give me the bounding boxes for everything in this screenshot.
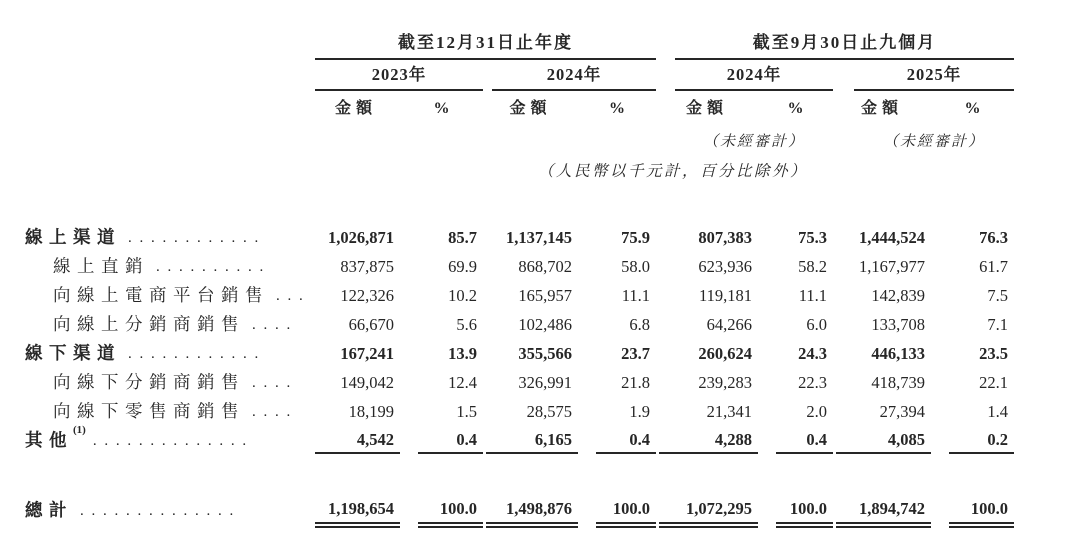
- dot-leader: . . .: [276, 287, 305, 304]
- row-label-text: 向線上電商平台銷售: [53, 284, 269, 305]
- cell-amount: 239,283: [698, 372, 752, 392]
- cell-percent: 22.1: [979, 372, 1008, 392]
- cell-percent: 1.5: [456, 401, 477, 421]
- table-row-total: [25, 490, 1080, 524]
- row-label-text: 線下渠道: [25, 342, 121, 363]
- cell-amount: 1,137,145: [506, 227, 572, 247]
- year-header-2023: 2023年: [315, 61, 483, 91]
- row-label: [25, 315, 312, 338]
- unaudited-note-2025-9m: （未經審計）: [882, 134, 985, 150]
- cell-amount: 446,133: [871, 343, 925, 363]
- cell-percent: 23.7: [621, 343, 650, 363]
- cell-percent: 7.1: [987, 314, 1008, 334]
- cell-percent: 12.4: [448, 372, 477, 392]
- percent-header-2024: %: [609, 100, 625, 117]
- year-header-2024: 2024年: [492, 61, 656, 91]
- cell-percent: 75.3: [798, 227, 827, 247]
- cell-amount: 326,991: [518, 372, 572, 392]
- table-row-offline-retailer-sales: [25, 396, 1080, 425]
- cell-amount: 355,566: [518, 343, 572, 363]
- cell-percent: 21.8: [621, 372, 650, 392]
- cell-percent: 23.5: [979, 343, 1008, 363]
- row-label-text: 向線下分銷商銷售: [53, 371, 245, 392]
- row-label: [25, 257, 312, 280]
- cell-amount: 21,341: [706, 401, 752, 421]
- unaudited-note-row: [25, 122, 1080, 155]
- row-label-text: 線上渠道: [25, 226, 121, 247]
- cell-percent: 0.4: [596, 431, 656, 454]
- cell-amount: 64,266: [706, 314, 752, 334]
- cell-percent: 6.0: [806, 314, 827, 334]
- cell-amount: 167,241: [340, 343, 394, 363]
- cell-percent: 10.2: [448, 285, 477, 305]
- cell-percent: 0.4: [418, 431, 483, 454]
- cell-amount: 28,575: [526, 401, 572, 421]
- cell-amount: 122,326: [340, 285, 394, 305]
- cell-amount: 4,288: [659, 431, 758, 454]
- table-row-others: [25, 425, 1080, 454]
- header-body-gap: [25, 185, 1080, 222]
- column-header-row: [25, 91, 1080, 122]
- cell-percent: 13.9: [448, 343, 477, 363]
- cell-total-percent: 100.0: [596, 500, 656, 524]
- cell-amount: 27,394: [879, 401, 925, 421]
- period-header-annual: 截至12月31日止年度: [315, 28, 656, 60]
- footnote-superscript: (1): [73, 423, 86, 436]
- cell-amount: 623,936: [698, 256, 752, 276]
- row-label-text: 線上直銷: [53, 255, 149, 276]
- table-row-online-channels: [25, 222, 1080, 251]
- amount-header-2025-9m: 金額: [860, 100, 903, 117]
- dot-leader: . . . .: [252, 316, 293, 333]
- cell-amount: 837,875: [340, 256, 394, 276]
- row-label: [25, 501, 312, 524]
- row-label: [25, 423, 312, 454]
- year-header-2025-9m: 2025年: [854, 61, 1014, 91]
- cell-percent: 2.0: [806, 401, 827, 421]
- dot-leader: . . . . . . . . . . . .: [128, 229, 261, 246]
- cell-total-amount: 1,198,654: [315, 500, 400, 524]
- row-label-text: [25, 423, 86, 450]
- dot-leader: . . . . . . . . . . . .: [128, 345, 261, 362]
- cell-percent: 7.5: [987, 285, 1008, 305]
- cell-amount: 133,708: [871, 314, 925, 334]
- cell-percent: 1.9: [629, 401, 650, 421]
- row-label: [25, 228, 312, 251]
- table-row-online-direct-sales: [25, 251, 1080, 280]
- row-label: [25, 402, 312, 425]
- cell-percent: 76.3: [979, 227, 1008, 247]
- cell-percent: 0.2: [949, 431, 1014, 454]
- cell-percent: 58.0: [621, 256, 650, 276]
- cell-percent: 24.3: [798, 343, 827, 363]
- period-header-row: [25, 28, 1080, 58]
- dot-leader: . . . . . . . . . . . . . .: [80, 502, 236, 519]
- percent-header-2025-9m: %: [964, 100, 981, 117]
- amount-header-2024-9m: 金額: [685, 100, 728, 117]
- cell-amount: 18,199: [348, 401, 394, 421]
- row-label-text: 向線下零售商銷售: [53, 400, 245, 421]
- cell-total-amount: 1,072,295: [659, 500, 758, 524]
- cell-amount: 102,486: [518, 314, 572, 334]
- cell-amount: 165,957: [518, 285, 572, 305]
- cell-amount: 1,444,524: [859, 227, 925, 247]
- period-header-nine-months: 截至9月30日止九個月: [675, 28, 1014, 60]
- cell-total-percent: 100.0: [418, 500, 483, 524]
- table-row-offline-channels: [25, 338, 1080, 367]
- cell-amount: 149,042: [340, 372, 394, 392]
- row-label-text: 向線上分銷商銷售: [53, 313, 245, 334]
- cell-amount: 260,624: [698, 343, 752, 363]
- unit-note-row: [25, 155, 1080, 185]
- cell-percent: 0.4: [776, 431, 833, 454]
- cell-percent: 85.7: [448, 227, 477, 247]
- dot-leader: . . . . . . . . . .: [156, 258, 266, 275]
- table-row-offline-distributor-sales: [25, 367, 1080, 396]
- cell-total-percent: 100.0: [776, 500, 833, 524]
- cell-percent: 61.7: [979, 256, 1008, 276]
- percent-header-2024-9m: %: [787, 100, 804, 117]
- percent-header-2023: %: [433, 100, 450, 117]
- row-label-inner: 其他: [25, 429, 73, 450]
- table-row-online-ecommerce-platform-sales: [25, 280, 1080, 309]
- dot-leader: . . . . . . . . . . . . . .: [92, 432, 249, 449]
- cell-amount: 807,383: [698, 227, 752, 247]
- unit-note: （人民幣以千元計，百分比除外）: [537, 163, 808, 180]
- cell-amount: 119,181: [698, 285, 752, 305]
- dot-leader: . . . .: [252, 374, 293, 391]
- cell-percent: 11.1: [621, 285, 650, 305]
- row-label: [25, 344, 312, 367]
- cell-percent: 69.9: [448, 256, 477, 276]
- cell-amount: 1,026,871: [328, 227, 394, 247]
- cell-amount: 1,167,977: [859, 256, 925, 276]
- cell-percent: 58.2: [798, 256, 827, 276]
- dot-leader: . . . .: [252, 403, 293, 420]
- cell-total-amount: 1,498,876: [486, 500, 578, 524]
- unaudited-note-2024-9m: （未經審計）: [702, 134, 805, 150]
- cell-percent: 75.9: [621, 227, 650, 247]
- amount-header-2023: 金額: [334, 100, 377, 117]
- body-total-gap: [25, 454, 1080, 490]
- cell-percent: 1.4: [987, 401, 1008, 421]
- cell-percent: 22.3: [798, 372, 827, 392]
- row-label: [25, 286, 312, 309]
- cell-total-percent: 100.0: [949, 500, 1014, 524]
- year-header-2024-9m: 2024年: [675, 61, 833, 91]
- cell-percent: 11.1: [798, 285, 827, 305]
- cell-percent: 5.6: [456, 314, 477, 334]
- cell-amount: 6,165: [486, 431, 578, 454]
- cell-amount: 868,702: [518, 256, 572, 276]
- cell-amount: 4,085: [836, 431, 931, 454]
- table-row-online-distributor-sales: [25, 309, 1080, 338]
- cell-percent: 6.8: [629, 314, 650, 334]
- row-label: [25, 373, 312, 396]
- year-header-row: [25, 58, 1080, 91]
- cell-amount: 142,839: [871, 285, 925, 305]
- amount-header-2024: 金額: [509, 100, 552, 117]
- cell-total-amount: 1,894,742: [836, 500, 931, 524]
- cell-amount: 4,542: [315, 431, 400, 454]
- cell-amount: 66,670: [348, 314, 394, 334]
- row-label-text: 總計: [25, 499, 73, 520]
- cell-amount: 418,739: [871, 372, 925, 392]
